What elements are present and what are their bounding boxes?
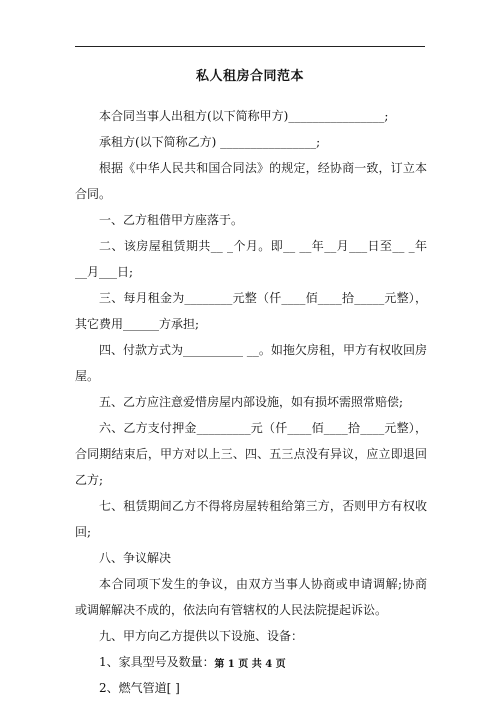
clause-5-care: 五、乙方应注意爱惜房屋内部设施，如有损坏需照常赔偿; — [99, 395, 404, 409]
clause-9-facilities: 九、甲方向乙方提供以下设施、设备： — [99, 629, 304, 643]
clause-9-item-2: 2、燃气管道[ ] — [99, 681, 180, 695]
clause-lessor: 本合同当事人出租方(以下简称甲方)________________; — [99, 109, 389, 123]
clause-6-deposit: 六、乙方支付押金_________元（仟____佰____拾____元整），合同期结束后，甲方对以上三、四、五三点没有异议，应立即退回乙方; — [75, 421, 427, 487]
clause-1-location: 一、乙方租借甲方座落于。 — [99, 213, 244, 227]
clause-8-heading: 八、争议解决 — [99, 551, 172, 565]
document-title: 私人租房合同范本 — [195, 69, 304, 84]
clause-lessee: 承租方(以下简称乙方) ________________; — [99, 135, 321, 149]
clause-9-item-1: 1、家具型号及数量： — [99, 655, 215, 669]
clause-basis: 根据《中华人民共和国合同法》的规定，经协商一致，订立本合同。 — [75, 161, 427, 201]
clause-3-rent: 三、每月租金为________元整（仟____佰____拾_____元整），其它费用______方承担; — [75, 291, 427, 331]
clause-2-term: 二、该房屋租赁期共__ _个月。即__ __年__月___日至__ _年__月___日; — [75, 239, 427, 279]
clause-8-dispute: 本合同项下发生的争议，由双方当事人协商或申请调解;协商或调解解决不成的，依法向有管辖权的人民法院提起诉讼。 — [75, 577, 427, 617]
page-footer: 第 1 页 共 4 页 — [214, 659, 286, 670]
clause-4-payment: 四、付款方式为__________ __。如拖欠房租，甲方有权收回房屋。 — [75, 343, 427, 383]
header-rule — [75, 46, 425, 47]
contract-body — [75, 103, 427, 701]
clause-7-sublet: 七、租赁期间乙方不得将房屋转租给第三方，否则甲方有权收回; — [75, 499, 427, 539]
